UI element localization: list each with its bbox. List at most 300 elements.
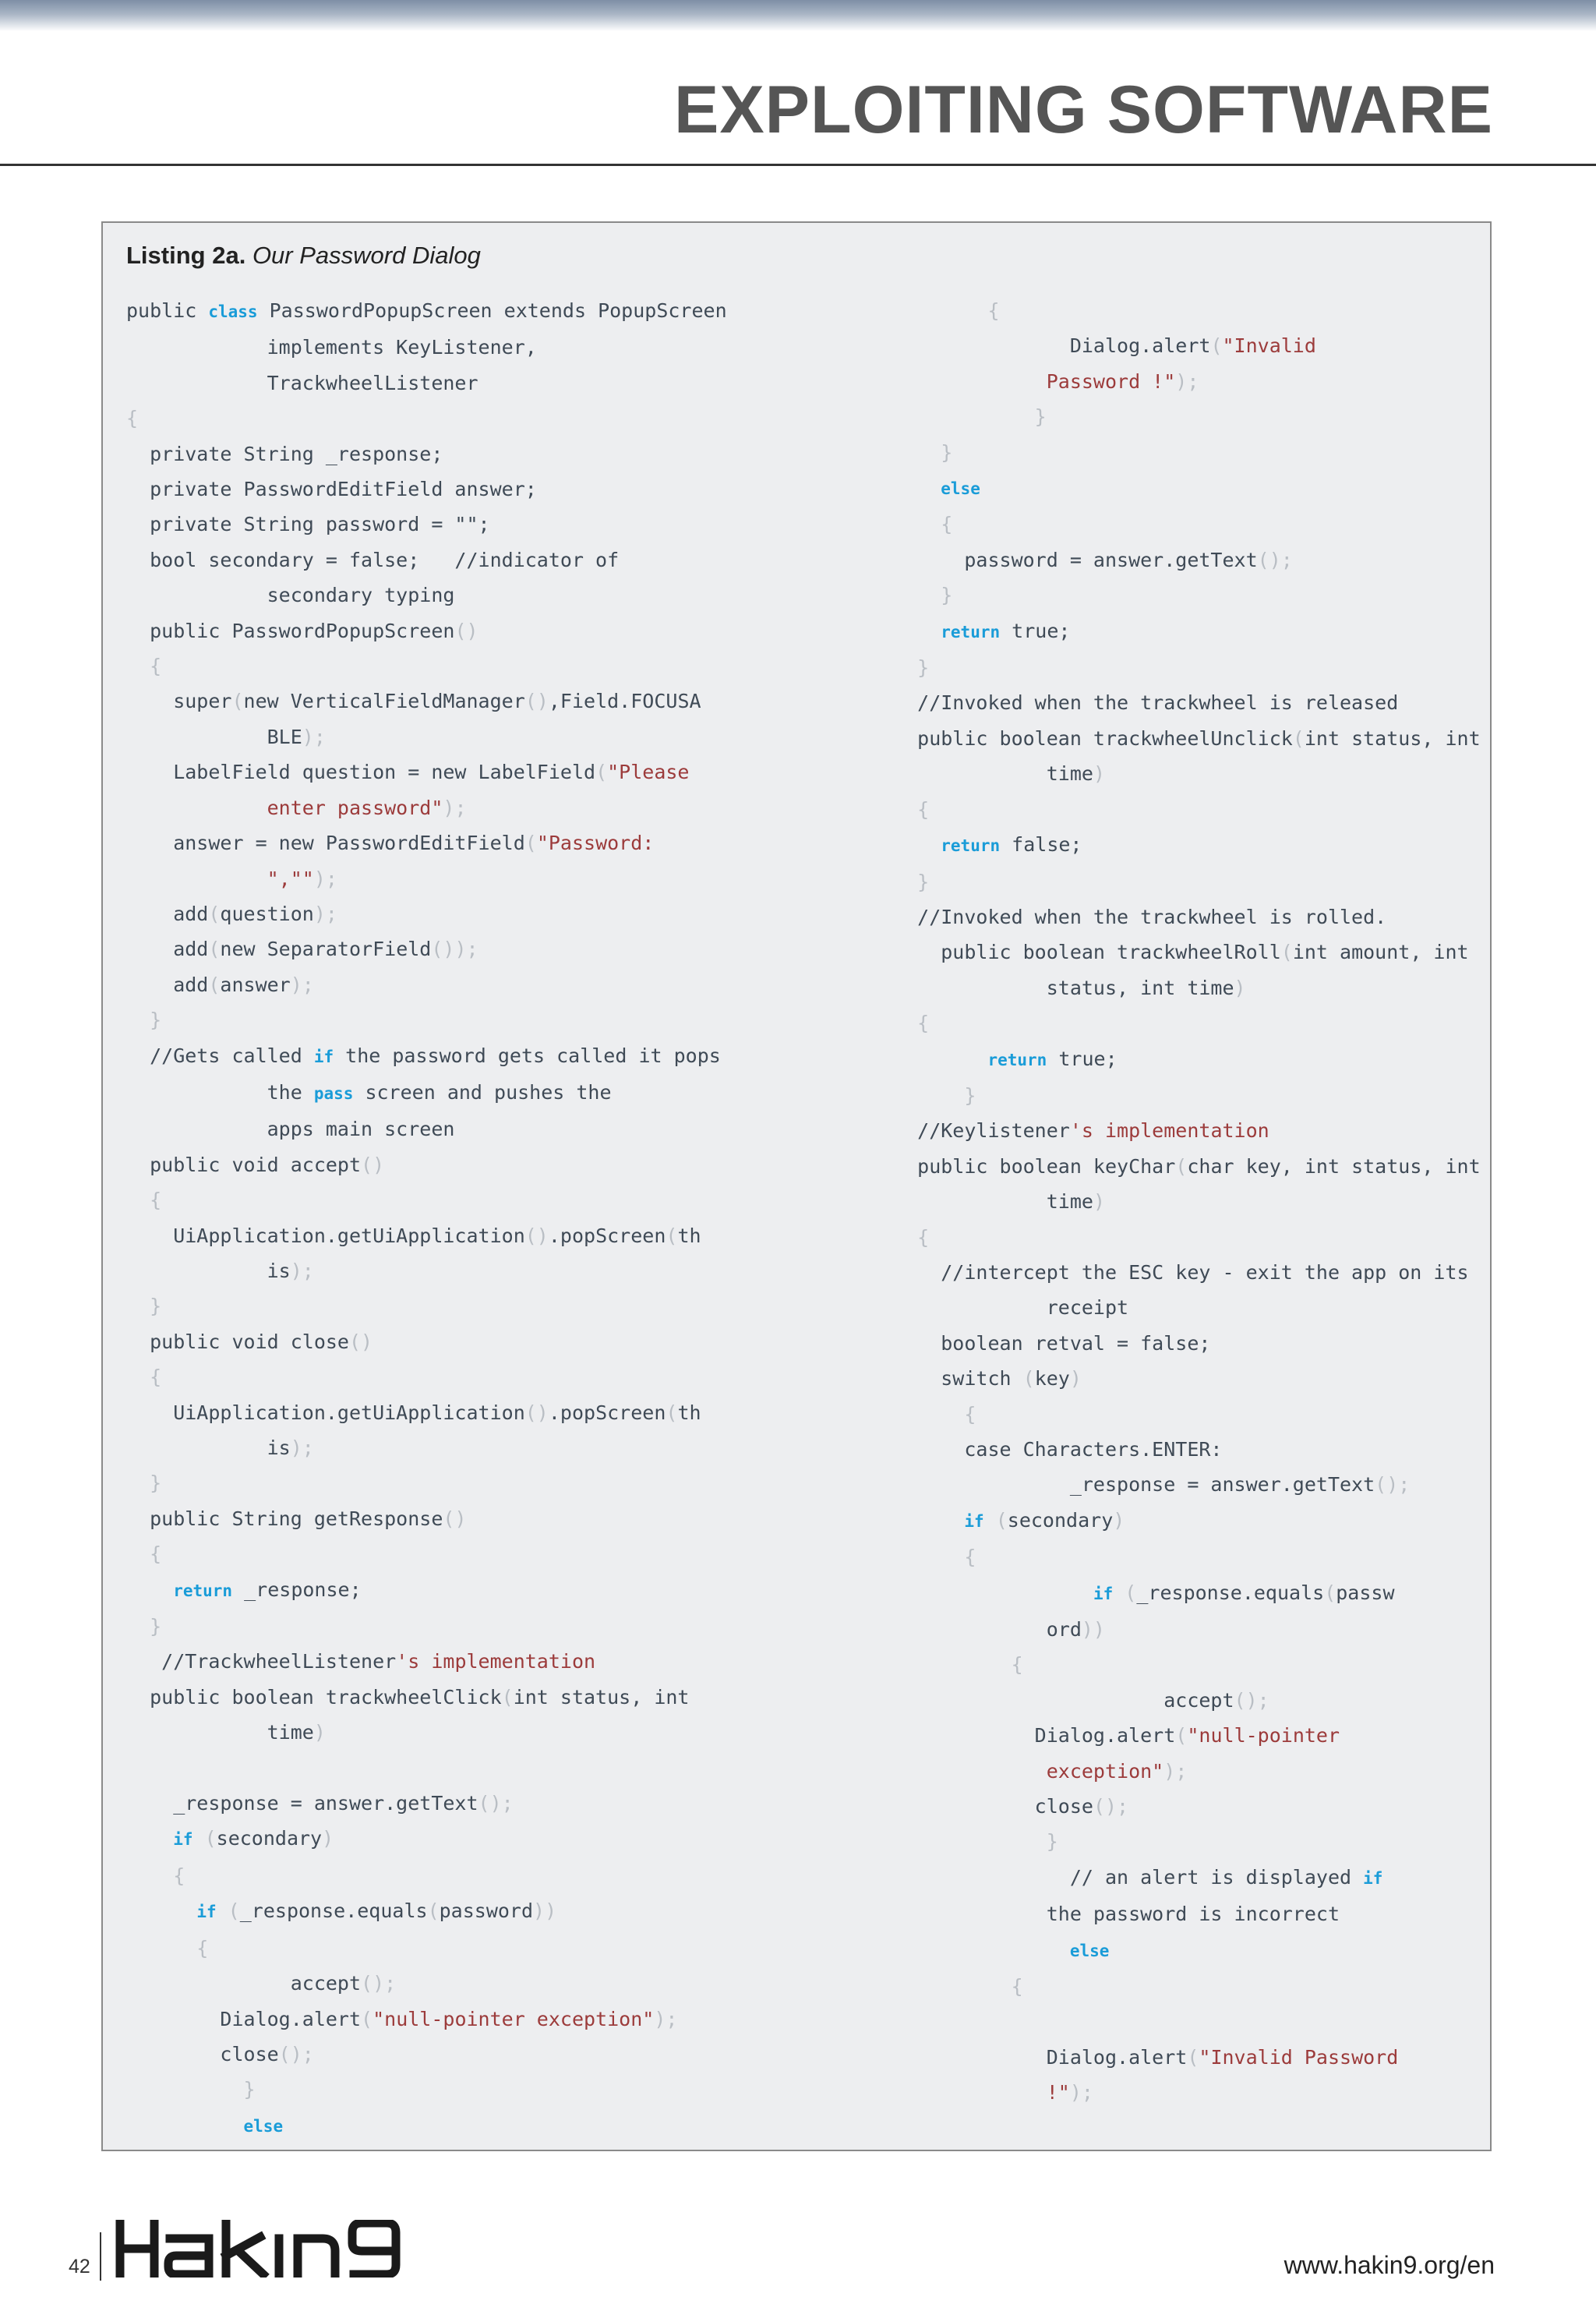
code-token: int amount, int bbox=[1292, 941, 1469, 964]
code-token: is bbox=[126, 1259, 291, 1282]
code-token: ); bbox=[313, 867, 337, 890]
code-token: else bbox=[1069, 1941, 1110, 1960]
code-line bbox=[126, 1218, 727, 1253]
code-token: (); bbox=[1375, 1473, 1411, 1497]
code-line bbox=[126, 967, 727, 1002]
code-token: ) bbox=[1093, 762, 1105, 786]
code-line bbox=[882, 613, 1481, 650]
code-line bbox=[126, 1182, 727, 1217]
code-line bbox=[126, 366, 727, 401]
code-token bbox=[126, 2114, 244, 2136]
code-line bbox=[126, 507, 727, 542]
code-token: public void close bbox=[126, 1330, 349, 1353]
code-line bbox=[126, 1751, 727, 1786]
code-token: private String _response; bbox=[126, 442, 443, 465]
code-token: } bbox=[126, 1615, 162, 1638]
code-token: exception" bbox=[882, 1759, 1164, 1783]
code-line bbox=[126, 1644, 727, 1679]
code-token: { bbox=[882, 1012, 930, 1035]
code-token: true; bbox=[1047, 1047, 1118, 1070]
code-token: } bbox=[882, 656, 930, 680]
hakin9-logo-graphic bbox=[114, 2220, 441, 2277]
code-token: Dialog.alert bbox=[882, 334, 1211, 358]
code-token: int status, int bbox=[1304, 726, 1481, 750]
code-line bbox=[126, 1395, 727, 1430]
code-token: time bbox=[126, 1721, 314, 1744]
code-line bbox=[882, 1361, 1481, 1396]
code-token: ( bbox=[1022, 1367, 1035, 1391]
code-line bbox=[126, 1966, 727, 2001]
code-line bbox=[882, 293, 1481, 328]
code-token: if bbox=[173, 1830, 193, 1850]
code-line bbox=[126, 1002, 727, 1037]
code-line bbox=[882, 507, 1481, 542]
code-token: password bbox=[439, 1899, 534, 1923]
code-token: { bbox=[882, 1402, 976, 1426]
code-token bbox=[882, 1048, 987, 1070]
code-token: //TrackwheelListener bbox=[126, 1650, 397, 1673]
code-token: return bbox=[173, 1581, 233, 1600]
code-token: } bbox=[126, 1009, 162, 1032]
code-line bbox=[126, 542, 727, 578]
code-token: public boolean trackwheelClick bbox=[126, 1685, 502, 1709]
code-token: )) bbox=[533, 1899, 557, 1923]
code-token: _response.equals bbox=[1136, 1581, 1325, 1604]
code-token: (); bbox=[1257, 548, 1293, 571]
code-token: ( bbox=[208, 973, 221, 996]
code-token: { bbox=[126, 1864, 185, 1887]
code-token bbox=[1113, 1581, 1125, 1604]
code-token: !" bbox=[882, 2081, 1070, 2104]
code-token: public boolean keyChar bbox=[882, 1154, 1176, 1178]
code-token: ( bbox=[427, 1899, 440, 1923]
code-token: ( bbox=[1210, 334, 1223, 358]
code-token: { bbox=[126, 655, 162, 678]
code-token: } bbox=[126, 1472, 162, 1495]
code-line bbox=[126, 1715, 727, 1750]
code-token: () bbox=[454, 619, 478, 642]
code-line bbox=[882, 1718, 1481, 1753]
code-token: screen and pushes the bbox=[353, 1080, 612, 1104]
code-token: //Invoked when the trackwheel is rolled. bbox=[882, 905, 1387, 928]
code-token: switch bbox=[882, 1367, 1023, 1391]
code-line bbox=[882, 1969, 1481, 2004]
code-token bbox=[882, 476, 941, 499]
code-token: Dialog.alert bbox=[126, 2007, 362, 2030]
code-token: { bbox=[126, 1542, 162, 1566]
code-line bbox=[882, 899, 1481, 935]
code-token: secondary bbox=[216, 1827, 323, 1850]
code-token: public void accept bbox=[126, 1153, 362, 1176]
code-token: ) bbox=[1093, 1190, 1105, 1214]
code-token: LabelField question = new LabelField bbox=[126, 761, 596, 784]
code-token: ( bbox=[204, 1827, 217, 1850]
code-token: int status, int bbox=[513, 1685, 690, 1709]
code-token: ); bbox=[290, 973, 314, 996]
code-token: ( bbox=[501, 1685, 514, 1709]
code-token: _response.equals bbox=[239, 1899, 428, 1923]
code-token: { bbox=[126, 1189, 162, 1212]
code-token: ( bbox=[208, 902, 221, 925]
code-line bbox=[882, 1290, 1481, 1325]
code-token: UiApplication.getUiApplication bbox=[126, 1401, 525, 1424]
code-token: ) bbox=[322, 1827, 334, 1850]
code-token: "null-pointer exception" bbox=[373, 2007, 655, 2030]
code-token: // an alert is displayed bbox=[882, 1865, 1364, 1889]
code-token: () bbox=[524, 1401, 549, 1424]
code-token: } bbox=[882, 1830, 1058, 1853]
code-token: //Gets called bbox=[126, 1044, 314, 1067]
code-token: _response = answer.getText bbox=[126, 1792, 478, 1815]
listing-caption: Our Password Dialog bbox=[252, 242, 481, 269]
code-line bbox=[882, 721, 1481, 756]
code-token: ( bbox=[361, 2007, 373, 2030]
code-token: ","" bbox=[126, 867, 314, 890]
code-token: ( bbox=[595, 761, 608, 784]
code-token: ) bbox=[1234, 976, 1246, 999]
code-line bbox=[882, 756, 1481, 791]
code-line bbox=[126, 1430, 727, 1465]
code-token bbox=[882, 833, 941, 856]
code-token: if bbox=[964, 1511, 984, 1531]
code-token: ( bbox=[995, 1508, 1008, 1532]
code-line bbox=[126, 648, 727, 684]
code-line bbox=[882, 864, 1481, 899]
code-line bbox=[126, 1501, 727, 1536]
code-token: th bbox=[677, 1401, 701, 1424]
code-line bbox=[882, 1432, 1481, 1467]
code-line bbox=[882, 1220, 1481, 1255]
code-line bbox=[882, 685, 1481, 720]
code-token: enter password" bbox=[126, 796, 443, 819]
code-line bbox=[882, 650, 1481, 685]
code-token: accept bbox=[882, 1688, 1234, 1712]
code-token: time bbox=[882, 1190, 1093, 1214]
code-token: ); bbox=[1175, 369, 1199, 393]
code-token: add bbox=[126, 902, 209, 925]
code-token: ( bbox=[1292, 726, 1305, 750]
footer-url: www.hakin9.org/en bbox=[1284, 2251, 1495, 2279]
code-token bbox=[882, 620, 941, 642]
code-line bbox=[882, 1754, 1481, 1789]
code-token: { bbox=[126, 1366, 162, 1389]
code-line bbox=[126, 1038, 727, 1075]
code-line bbox=[882, 1467, 1481, 1502]
code-line bbox=[126, 2108, 727, 2144]
code-token: //intercept the ESC key - exit the app on its bbox=[882, 1260, 1469, 1284]
code-line bbox=[882, 1860, 1481, 1896]
code-line bbox=[882, 1005, 1481, 1041]
code-line bbox=[882, 1397, 1481, 1432]
section-title: EXPLOITING SOFTWARE bbox=[673, 72, 1493, 147]
code-line bbox=[882, 1896, 1481, 1931]
code-token: class bbox=[208, 302, 258, 321]
code-token: ); bbox=[302, 725, 326, 748]
code-token: } bbox=[882, 584, 953, 607]
code-token: ) bbox=[1069, 1367, 1082, 1391]
hakin9-logo bbox=[114, 2220, 441, 2281]
page-number: 42 bbox=[69, 2256, 90, 2277]
code-token: { bbox=[126, 1936, 209, 1959]
code-token: //Invoked when the trackwheel is released bbox=[882, 691, 1399, 715]
code-token: return bbox=[941, 622, 1001, 641]
code-line bbox=[126, 330, 727, 365]
code-line bbox=[126, 790, 727, 825]
code-line bbox=[126, 293, 727, 330]
code-token: key bbox=[1034, 1367, 1070, 1391]
code-token: Dialog.alert bbox=[882, 2045, 1188, 2069]
code-line bbox=[126, 861, 727, 896]
code-token: } bbox=[126, 2078, 256, 2101]
code-token: passw bbox=[1336, 1581, 1395, 1604]
code-listing-box bbox=[101, 221, 1492, 2151]
code-line bbox=[882, 1647, 1481, 1682]
code-token: } bbox=[882, 870, 930, 893]
code-token: TrackwheelListener bbox=[126, 371, 478, 394]
code-token: ( bbox=[1187, 2045, 1199, 2069]
code-line bbox=[126, 1858, 727, 1893]
code-token: (); bbox=[1234, 1688, 1269, 1712]
listing-title bbox=[126, 242, 481, 270]
code-token: ( bbox=[1125, 1581, 1137, 1604]
code-token: accept bbox=[126, 1972, 362, 1995]
code-line bbox=[126, 1359, 727, 1394]
code-token: new VerticalFieldManager bbox=[243, 690, 525, 713]
code-token: 's implementation bbox=[1069, 1119, 1269, 1143]
code-token: //Keylistener bbox=[882, 1119, 1070, 1143]
code-token: PasswordPopupScreen extends PopupScreen bbox=[257, 299, 727, 322]
code-line bbox=[126, 1253, 727, 1288]
code-token: () bbox=[524, 690, 549, 713]
code-line bbox=[126, 1324, 727, 1359]
code-token: close bbox=[882, 1795, 1093, 1818]
code-token: if bbox=[1093, 1584, 1114, 1603]
code-token: (); bbox=[278, 2042, 314, 2065]
code-token: ); bbox=[443, 796, 467, 819]
code-token: private String password = ""; bbox=[126, 513, 490, 536]
code-token: if bbox=[313, 1047, 334, 1066]
code-token: bool secondary = false; //indicator of bbox=[126, 548, 620, 571]
code-token bbox=[984, 1509, 996, 1532]
code-line bbox=[882, 364, 1481, 399]
code-line bbox=[882, 827, 1481, 864]
code-line bbox=[126, 684, 727, 719]
code-token: public boolean trackwheelRoll bbox=[882, 941, 1281, 964]
code-token: ( bbox=[228, 1899, 240, 1923]
code-token: else bbox=[243, 2116, 284, 2136]
code-token: (); bbox=[1093, 1795, 1129, 1818]
code-token: ( bbox=[231, 690, 244, 713]
code-line bbox=[126, 931, 727, 966]
code-token: question bbox=[220, 902, 314, 925]
code-token bbox=[882, 1938, 1070, 1961]
code-token: the bbox=[126, 1080, 314, 1104]
code-line bbox=[882, 328, 1481, 363]
code-token: { bbox=[126, 407, 139, 430]
code-token: new SeparatorField bbox=[220, 938, 432, 961]
code-line bbox=[126, 613, 727, 648]
code-token: implements KeyListener, bbox=[126, 336, 537, 359]
code-line bbox=[882, 1932, 1481, 1969]
code-line bbox=[126, 1680, 727, 1715]
code-token: add bbox=[126, 973, 209, 996]
code-token: () bbox=[524, 1224, 549, 1247]
code-token bbox=[882, 1509, 964, 1532]
code-token: ( bbox=[1280, 941, 1293, 964]
code-token bbox=[882, 1581, 1093, 1604]
code-line bbox=[126, 401, 727, 436]
code-token: () bbox=[361, 1153, 385, 1176]
code-line bbox=[882, 1078, 1481, 1113]
code-line bbox=[882, 2005, 1481, 2040]
code-token: { bbox=[882, 513, 953, 536]
code-token: char key, int status, int bbox=[1187, 1154, 1481, 1178]
code-token: close bbox=[126, 2042, 279, 2065]
code-line bbox=[882, 1612, 1481, 1647]
code-line bbox=[126, 578, 727, 613]
code-line bbox=[126, 1893, 727, 1930]
code-token: } bbox=[882, 440, 953, 464]
code-line bbox=[126, 1821, 727, 1857]
code-line bbox=[882, 1683, 1481, 1718]
code-token: th bbox=[677, 1224, 701, 1247]
code-line bbox=[882, 935, 1481, 970]
code-token: ,Field.FOCUSA bbox=[548, 690, 701, 713]
code-token: add bbox=[126, 938, 209, 961]
listing-label: Listing 2a. bbox=[126, 242, 246, 269]
code-line bbox=[882, 542, 1481, 578]
code-token: public String getResponse bbox=[126, 1507, 443, 1530]
code-token: ); bbox=[313, 902, 337, 925]
code-token: return bbox=[941, 836, 1001, 856]
code-line bbox=[882, 1503, 1481, 1539]
code-token: .popScreen bbox=[548, 1224, 666, 1247]
code-line bbox=[882, 2040, 1481, 2075]
code-line bbox=[126, 1075, 727, 1111]
code-token: return bbox=[987, 1050, 1047, 1069]
code-token: ); bbox=[290, 1259, 314, 1282]
code-token bbox=[126, 1899, 196, 1922]
code-line bbox=[126, 1465, 727, 1500]
code-token: { bbox=[882, 1225, 930, 1249]
code-line bbox=[126, 2037, 727, 2072]
code-token: ()); bbox=[431, 938, 478, 961]
code-token bbox=[217, 1899, 228, 1922]
code-token: 's implementation bbox=[396, 1650, 596, 1673]
code-token: "Please bbox=[607, 761, 690, 784]
code-token: (); bbox=[478, 1792, 514, 1815]
code-token: "Invalid bbox=[1222, 334, 1316, 358]
code-line bbox=[882, 399, 1481, 434]
code-token: )) bbox=[1081, 1618, 1105, 1641]
code-token: time bbox=[882, 762, 1093, 786]
code-token: receipt bbox=[882, 1296, 1129, 1320]
code-token: case Characters.ENTER: bbox=[882, 1438, 1223, 1461]
code-line bbox=[126, 2002, 727, 2037]
code-line bbox=[126, 825, 727, 860]
code-token: () bbox=[443, 1507, 467, 1530]
code-line bbox=[126, 1572, 727, 1609]
code-line bbox=[126, 1786, 727, 1821]
code-token: Password !" bbox=[882, 369, 1176, 393]
code-token: else bbox=[941, 479, 980, 499]
code-token: boolean retval = false; bbox=[882, 1331, 1211, 1355]
code-line bbox=[126, 719, 727, 754]
code-token: answer = new PasswordEditField bbox=[126, 832, 525, 855]
code-token: ( bbox=[1175, 1154, 1188, 1178]
code-line bbox=[126, 1147, 727, 1182]
code-token: { bbox=[882, 1546, 976, 1569]
header-divider bbox=[0, 164, 1596, 166]
code-line bbox=[882, 1184, 1481, 1219]
code-token: public bbox=[126, 299, 209, 322]
code-token bbox=[126, 1578, 173, 1601]
code-line bbox=[126, 1536, 727, 1571]
code-token: } bbox=[126, 1295, 162, 1318]
footer-divider bbox=[100, 2232, 101, 2281]
code-token: Dialog.alert bbox=[882, 1724, 1176, 1747]
code-line bbox=[882, 1789, 1481, 1824]
code-token: () bbox=[348, 1330, 373, 1353]
code-token: (); bbox=[361, 1972, 397, 1995]
code-token: private PasswordEditField answer; bbox=[126, 478, 537, 501]
code-token: { bbox=[882, 299, 1000, 322]
code-token: is bbox=[126, 1436, 291, 1459]
code-token: apps main screen bbox=[126, 1118, 455, 1141]
code-token: ) bbox=[313, 1721, 326, 1744]
code-token: { bbox=[882, 1975, 1023, 1998]
code-token: ) bbox=[1113, 1508, 1125, 1532]
code-token: ( bbox=[208, 938, 221, 961]
code-line bbox=[126, 1288, 727, 1323]
code-token: "Invalid Password bbox=[1199, 2045, 1399, 2069]
code-token: } bbox=[882, 405, 1047, 429]
code-token: secondary bbox=[1007, 1508, 1114, 1532]
code-token: if bbox=[196, 1903, 217, 1922]
code-column-left bbox=[126, 293, 727, 2144]
code-token: { bbox=[882, 1653, 1023, 1677]
code-line bbox=[126, 1931, 727, 1966]
code-line bbox=[126, 1609, 727, 1644]
code-token: answer bbox=[220, 973, 291, 996]
code-line bbox=[126, 754, 727, 790]
code-token: .popScreen bbox=[548, 1401, 666, 1424]
code-token: } bbox=[882, 1083, 976, 1107]
code-line bbox=[882, 1041, 1481, 1078]
code-token: the password gets called it pops bbox=[334, 1044, 721, 1067]
code-line bbox=[882, 1255, 1481, 1290]
code-line bbox=[882, 2075, 1481, 2110]
code-token: pass bbox=[313, 1083, 354, 1103]
code-token: ( bbox=[1324, 1581, 1336, 1604]
code-line bbox=[882, 1149, 1481, 1184]
code-token: ( bbox=[666, 1224, 678, 1247]
code-line bbox=[882, 1113, 1481, 1148]
code-line bbox=[882, 578, 1481, 613]
code-token: { bbox=[882, 797, 930, 821]
code-token: ); bbox=[1069, 2081, 1093, 2104]
code-token: secondary typing bbox=[126, 584, 455, 607]
code-token: BLE bbox=[126, 725, 302, 748]
code-token: _response; bbox=[232, 1578, 362, 1601]
code-column-right bbox=[882, 293, 1481, 2111]
code-line bbox=[882, 1539, 1481, 1574]
code-token: the password is incorrect bbox=[882, 1903, 1340, 1926]
code-token: ); bbox=[654, 2007, 678, 2030]
code-line bbox=[126, 896, 727, 931]
code-token: ord bbox=[882, 1618, 1082, 1641]
code-token: super bbox=[126, 690, 232, 713]
